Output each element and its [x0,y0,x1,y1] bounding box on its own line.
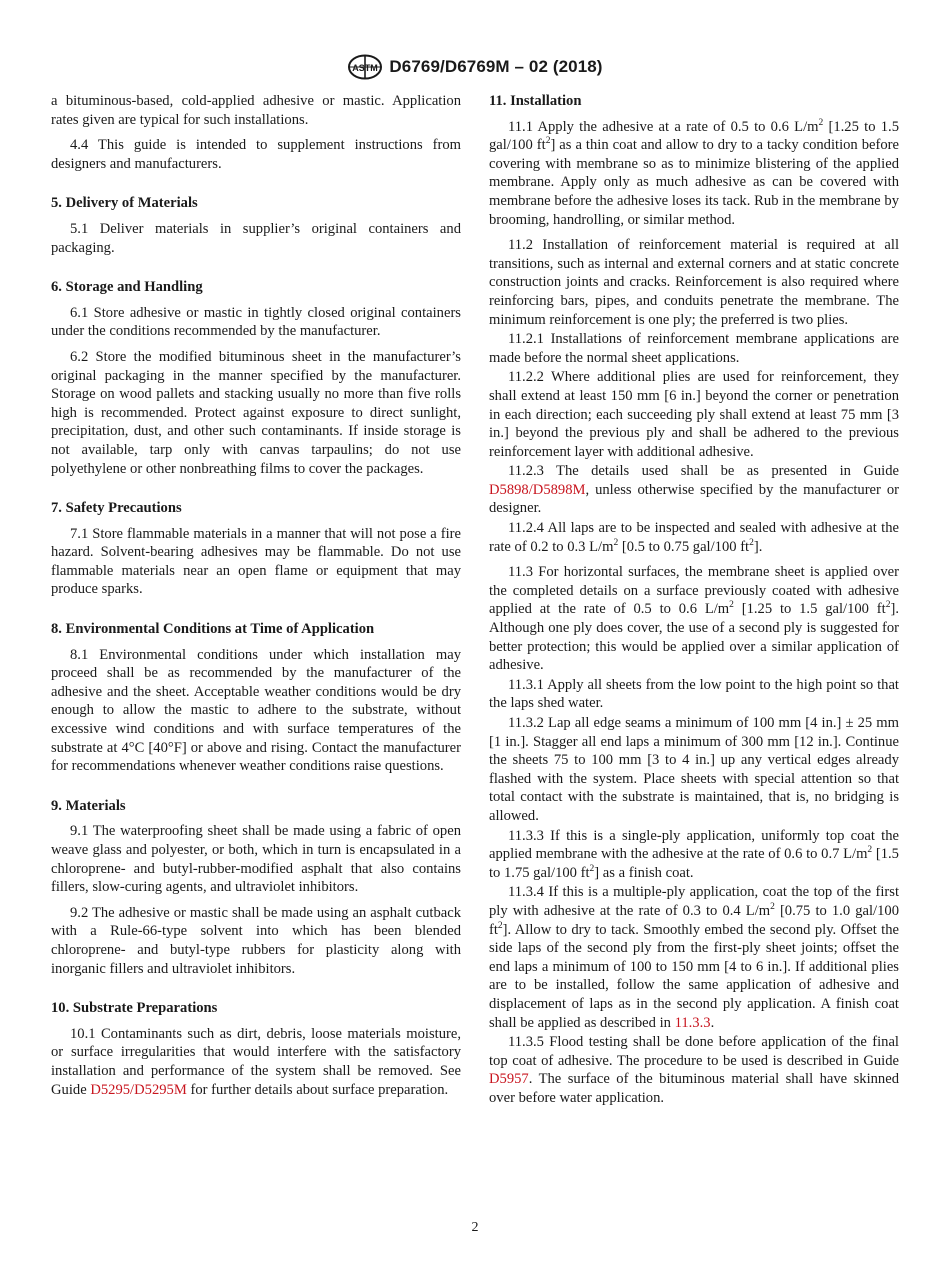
link-d5898[interactable]: D5898/D5898M [489,481,586,498]
section-8-heading: 8. Environmental Conditions at Time of Application [51,621,375,638]
paragraph-11-2-1: 11.2.1 Installations of reinforcement membrane applications are made before the normal sheet applications. [489,331,899,366]
paragraph-11-3-4-text-end: . [710,1014,715,1031]
link-d5957[interactable]: D5957 [489,1071,529,1088]
section-10-heading: 10. Substrate Preparations [51,1000,218,1017]
paragraph-11-2: 11.2 Installation of reinforcement material is required at all transitions, such as internal and external corners and at static concrete construction joints and cracks. Reinforcement is also required where reinforcing bars, pipes, and conduits penetrate the membrane. The minimum reinforcement is one ply; the preferred is two plies. [489,237,899,328]
paragraph-11-1 [489,118,899,230]
link-d5295[interactable]: D5295/D5295M [90,1081,187,1098]
paragraph-11-3-3 [489,827,899,883]
paragraph-11-3-5 [489,1033,899,1107]
superscript: 2 [818,117,824,128]
paragraph-6-1: 6.1 Store adhesive or mastic in tightly closed original containers under the conditions recommended by the manufacturer. [51,304,461,340]
right-column [489,92,899,1107]
paragraph-11-2-3 [489,462,899,518]
section-5-heading: 5. Delivery of Materials [51,195,198,212]
paragraph-6-2: 6.2 Store the modified bituminous sheet in the manufacturer’s original packaging in the manner specified by the manufacturer. Storage on wood pallets and stacking usually no more than five rolls high is recommended. Protect against exposure to direct sunlight, precipitation, dust, and other such contaminants. If inside storage is not available, tarp only with canvas tarpaulins; do not use polyethylene or other nonbreathing films to cover the packages. [51,348,461,477]
page-header [0,54,950,80]
superscript: 2 [589,863,595,874]
superscript: 2 [749,537,754,548]
paragraph-9-2: 9.2 The adhesive or mastic shall be made using an asphalt cutback with a Rule-66-type solvent into which has been blended chloroprene- and butyl-type rubbers for plasticity along with inorganic fillers and ultraviolet inhibitors. [51,904,461,977]
section-9-heading: 9. Materials [51,797,126,814]
standard-designation: D6769/D6769M – 02 (2018) [389,57,603,76]
superscript: 2 [867,845,873,856]
paragraph-11-2-2: 11.2.2 Where additional plies are used for reinforcement, they shall extend at least 150 mm [6 in.] beyond the corner or penetration in each direction; each succeeding ply shall extend at least 75 mm [3 in.] beyond the previous ply and shall be adhered to the previous reinforcement layer with additional adhesive. [489,369,899,460]
paragraph-11-3-text-3: ]. Although one ply does cover, the use of a second ply is suggested for better protection; this would be applied over a similar application of adhesive. [489,601,899,674]
paragraph-11-3-4-text-2: [0.75 to 1.0 gal/100 ft [489,902,899,938]
superscript: 2 [770,902,775,913]
superscript: 2 [613,537,619,548]
paragraph-11-2-3-text-end: , unless otherwise specified by the manufacturer or designer. [489,481,899,517]
paragraph-11-2-3-text: 11.2.3 The details used shall be as presented in Guide [508,463,899,480]
paragraph-7-1: 7.1 Store flammable materials in a manner that will not pose a fire hazard. Solvent-bearing adhesives may be flammable. Do not use flammable materials near an open flame or equipment that may produce sparks. [51,525,461,598]
paragraph-11-1-text: 11.1 Apply the adhesive at a rate of 0.5 to 0.6 L/m [508,118,819,135]
paragraph-11-1-text-3: ] as a thin coat and allow to dry to a tacky condition before covering with membrane so as to minimize blistering of the applied membrane. Apply only as much adhesive as can be covered with membrane before the adhesive loses its tack. Rub in the membrane by brooming, handrolling, or similar method. [489,137,899,228]
superscript: 2 [729,600,734,611]
paragraph-4-4: 4.4 This guide is intended to supplement instructions from designers and manufacturers. [51,137,461,172]
page-number: 2 [471,1220,479,1235]
left-column [51,92,461,1099]
paragraph-11-3-4-text: 11.3.4 If this is a multiple-ply application, coat the top of the first ply with adhesive at the rate of 0.3 to 0.4 L/m [489,884,899,919]
paragraph-11-3-5-text-end: . The surface of the bituminous material shall have skinned over before water application. [489,1071,899,1106]
superscript: 2 [885,600,891,611]
paragraph-11-3-text-2: [1.25 to 1.5 gal/100 ft [733,601,886,618]
section-11-heading: 11. Installation [489,93,582,109]
paragraph-10-1-text-end: for further details about surface preparation. [186,1081,449,1098]
paragraph-8-1: 8.1 Environmental conditions under which installation may proceed shall be as recommended by the manufacturer of the adhesive and the sheet. Acceptable weather conditions would be dry enough to allow the mastic to adhere to the substrate, without excessive wind conditions and with surface temperatures of the substrate at 4°C [40°F] or above and rising. Contact the manufacturer for recommendations whenever weather conditions raise questions. [51,646,461,775]
paragraph-11-3-4-text-3: ]. Allow to dry to tack. Smoothly embed the second ply. Offset the side laps of the second ply from the first-ply sheet joints; offset the end laps a minimum of 100 to 150 mm [4 to 6 in.]. If additional plies are to be installed, follow the same application of adhesive and displacement of laps as in the second ply application. A finish coat shall be applied as described in [489,921,899,1031]
paragraph-11-2-4-text: 11.2.4 All laps are to be inspected and sealed with adhesive at the rate of 0.2 to 0.3 L/m [489,520,899,555]
paragraph-11-1-text-2: [1.25 to 1.5 gal/100 ft [489,118,899,154]
paragraph-10-1-text: 10.1 Contaminants such as dirt, debris, loose materials moisture, or surface irregularities that would interfere with the satisfactory installation and performance of the system shall be removed. See Guide [51,1025,461,1098]
paragraph-11-2-4-text-2: [0.5 to 0.75 gal/100 ft [618,538,750,555]
section-7-heading: 7. Safety Precautions [51,500,182,517]
paragraph-11-3-3-text-2: [1.5 to 1.75 gal/100 ft [489,846,899,881]
paragraph-9-1: 9.1 The waterproofing sheet shall be made using a fabric of open weave glass and polyester, or both, which in turn is encapsulated in a chloroprene- and butyl-rubber-modified asphalt that also contains fillers, slow-curing agents, and ultraviolet inhibitors. [51,823,461,896]
paragraph-11-3-1: 11.3.1 Apply all sheets from the low point to the high point so that the laps shed water. [489,676,899,712]
paragraph-11-3-4 [489,883,899,1032]
paragraph-10-1 [51,1025,461,1099]
paragraph-intro-continued: a bituminous-based, cold-applied adhesive or mastic. Application rates given are typical for such installations. [51,93,461,128]
paragraph-11-3 [489,563,899,675]
paragraph-11-2-4 [489,519,899,556]
section-6-heading: 6. Storage and Handling [51,279,203,296]
superscript: 2 [497,920,503,931]
superscript: 2 [545,136,551,147]
paragraph-11-3-2: 11.3.2 Lap all edge seams a minimum of 100 mm [4 in.] ± 25 mm [1 in.]. Stagger all end laps a minimum of 300 mm [12 in.]. Continue the sheets 75 to 100 mm [3 to 4 in.] up any vertical edges already flashed with the system. Place sheets with special attention so that total contact with the substrate is maintained, that is, no bridging is allowed. [489,715,899,824]
astm-logo-icon [347,54,383,80]
paragraph-11-3-3-text: 11.3.3 If this is a single-ply application, uniformly top coat the applied membrane with the adhesive at the rate of 0.6 to 0.7 L/m [489,827,899,863]
paragraph-11-3-text: 11.3 For horizontal surfaces, the membrane sheet is applied over the completed details on a surface previously coated with adhesive applied at the rate of 0.5 to 0.6 L/m [489,564,899,618]
paragraph-11-2-4-text-3: ]. [753,538,763,555]
link-11-3-3[interactable]: 11.3.3 [674,1014,711,1031]
paragraph-11-3-3-text-3: ] as a finish coat. [594,864,694,881]
astm-logo-text: ASTM [352,63,379,73]
paragraph-11-3-5-text: 11.3.5 Flood testing shall be done before application of the final top coat of adhesive. The procedure to be used is described in Guide [489,1034,899,1069]
paragraph-5-1: 5.1 Deliver materials in supplier’s original containers and packaging. [51,220,461,256]
